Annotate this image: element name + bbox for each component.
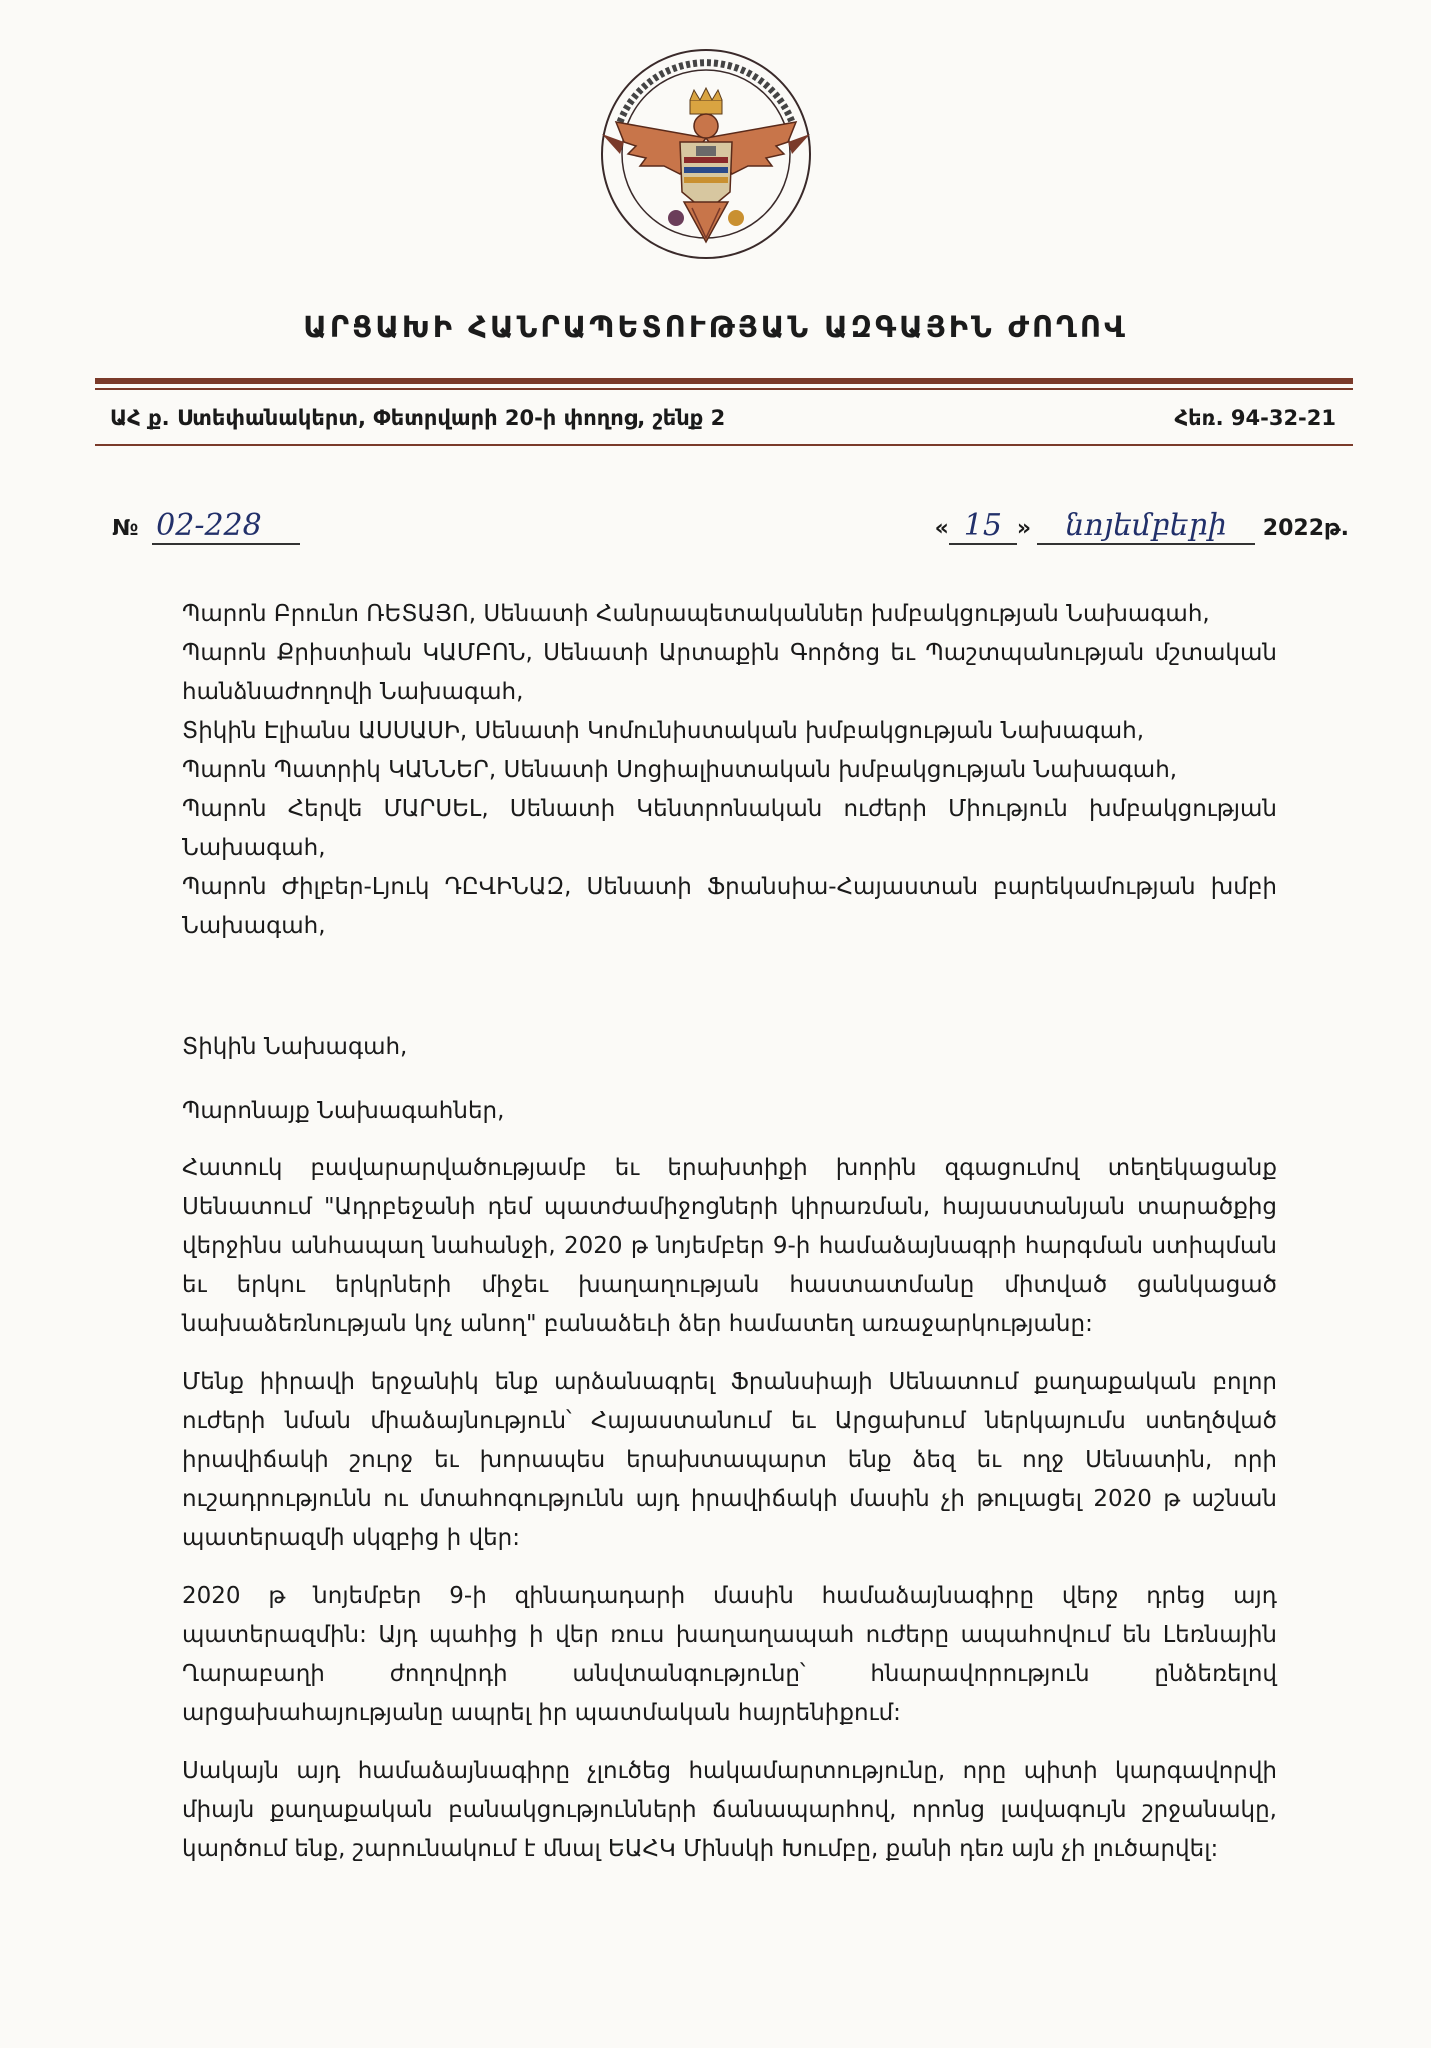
reference-number — [112, 508, 300, 545]
letterhead-rule-thin — [95, 388, 1353, 390]
recipient-item: Պարոն Բրունո ՌԵՏԱՅՈ, Սենատի Հանրապետականներ խմբակցության Նախագահ, — [182, 601, 1210, 627]
letterhead-address: ԱՀ ք. Ստեփանակերտ, Փետրվարի 20-ի փողոց, շենք 2 — [110, 406, 726, 430]
recipient-item: Պարոն Պատրիկ ԿԱՆՆԵՐ, Սենատի Սոցիալիստական խմբակցության Նախագահ, — [182, 757, 1178, 783]
date-year: 2022թ. — [1262, 516, 1349, 541]
body-paragraph: Սակայն այդ համաձայնագիրը չլուծեց հակամարտությունը, որը պիտի կարգավորվի միայն քաղաքական բանակցությունների ճանապարհով, որոնց լավագույն շրջանակը, կարծում ենք, շարունակում է մնալ ԵԱՀԿ Մինսկի Խումբը, քանի դեռ այն չի լուծարվել: — [182, 1758, 1277, 1862]
recipient-item: Պարոն Հերվե ՄԱՐՍԵԼ, Սենատի Կենտրոնական ուժերի Միություն խմբակցության Նախագահ, — [182, 796, 1277, 861]
eagle-coat-of-arms-icon — [580, 42, 832, 274]
date-close-quote: » — [1016, 516, 1032, 541]
letterhead-rule-bottom — [95, 444, 1353, 446]
letterhead-rule-thick — [95, 378, 1353, 384]
date-month: նոյեմբերի — [1037, 508, 1255, 545]
letter-body — [182, 595, 1277, 1888]
body-paragraph: Հատուկ բավարարվածությամբ եւ երախտիքի խորին զգացումով տեղեկացանք Սենատում "Ադրբեջանի դեմ պատժամիջոցների կիրառման, հայաստանյան տարածքից վերջինս անհապաղ նահանջի, 2020 թ նոյեմբեր 9-ի համաձայնագրի հարգման ստիպման եւ երկու երկրների միջեւ խաղաղության հաստատմանը միտված ցանկացած նախաձեռնության կոչ անող" բանաձեւի ձեր համատեղ առաջարկությանը: — [182, 1155, 1277, 1337]
reference-number-label: № — [112, 516, 139, 541]
recipient-item: Պարոն Քրիստիան ԿԱՄԲՈՆ, Սենատի Արտաքին Գործոց եւ Պաշտպանության մշտական հանձնաժողովի Նախագահ, — [182, 640, 1277, 705]
reference-number-value: 02-228 — [152, 508, 300, 545]
salutation-madam: Տիկին Նախագահ, — [182, 1034, 408, 1060]
organization-title: ԱՐՑԱԽԻ ՀԱՆՐԱՊԵՏՈՒԹՅԱՆ ԱԶԳԱՅԻՆ ԺՈՂՈՎ — [303, 310, 1128, 344]
recipient-item: Պարոն Ժիլբեր-Լյուկ ԴԸՎԻՆԱԶ, Սենատի Ֆրանսիա-Հայաստան բարեկամության խմբի Նախագահ, — [182, 874, 1277, 939]
body-paragraph: Մենք իիրավի երջանիկ ենք արձանագրել Ֆրանսիայի Սենատում քաղաքական բոլոր ուժերի նման միաձայնություն՝ Հայաստանում եւ Արցախում ներկայումս ստեղծված իրավիճակի շուրջ եւ խորապես երախտապարտ ենք ձեզ եւ ողջ Սենատին, որի ուշադրությունն ու մտահոգությունն այդ իրավիճակի մասին չի թուլացել 2020 թ աշնան պատերազմի սկզբից ի վեր: — [182, 1369, 1277, 1551]
date-day: 15 — [949, 508, 1017, 545]
salutation-sirs: Պարոնայք Նախագահներ, — [182, 1098, 505, 1124]
date-open-quote: « — [934, 516, 949, 541]
recipients-list — [182, 595, 1277, 946]
letterhead-phone: Հեռ. 94-32-21 — [1174, 406, 1336, 430]
body-paragraph: 2020 թ նոյեմբեր 9-ի զինադադարի մասին համաձայնագիրը վերջ դրեց այդ պատերազմին: Այդ պահից ի վեր ռուս խաղաղապահ ուժերը ապահովում են Լեռնային Ղարաբաղի ժողովրդի անվտանգությունը՝ հնարավորություն ընձեռելով արցախահայությանը ապրել իր պատմական հայրենիքում: — [182, 1583, 1277, 1726]
recipient-item: Տիկին Էլիանս ԱՍՍԱՍԻ, Սենատի Կոմունիստական խմբակցության Նախագահ, — [182, 718, 1145, 744]
letter-date — [935, 508, 1349, 545]
